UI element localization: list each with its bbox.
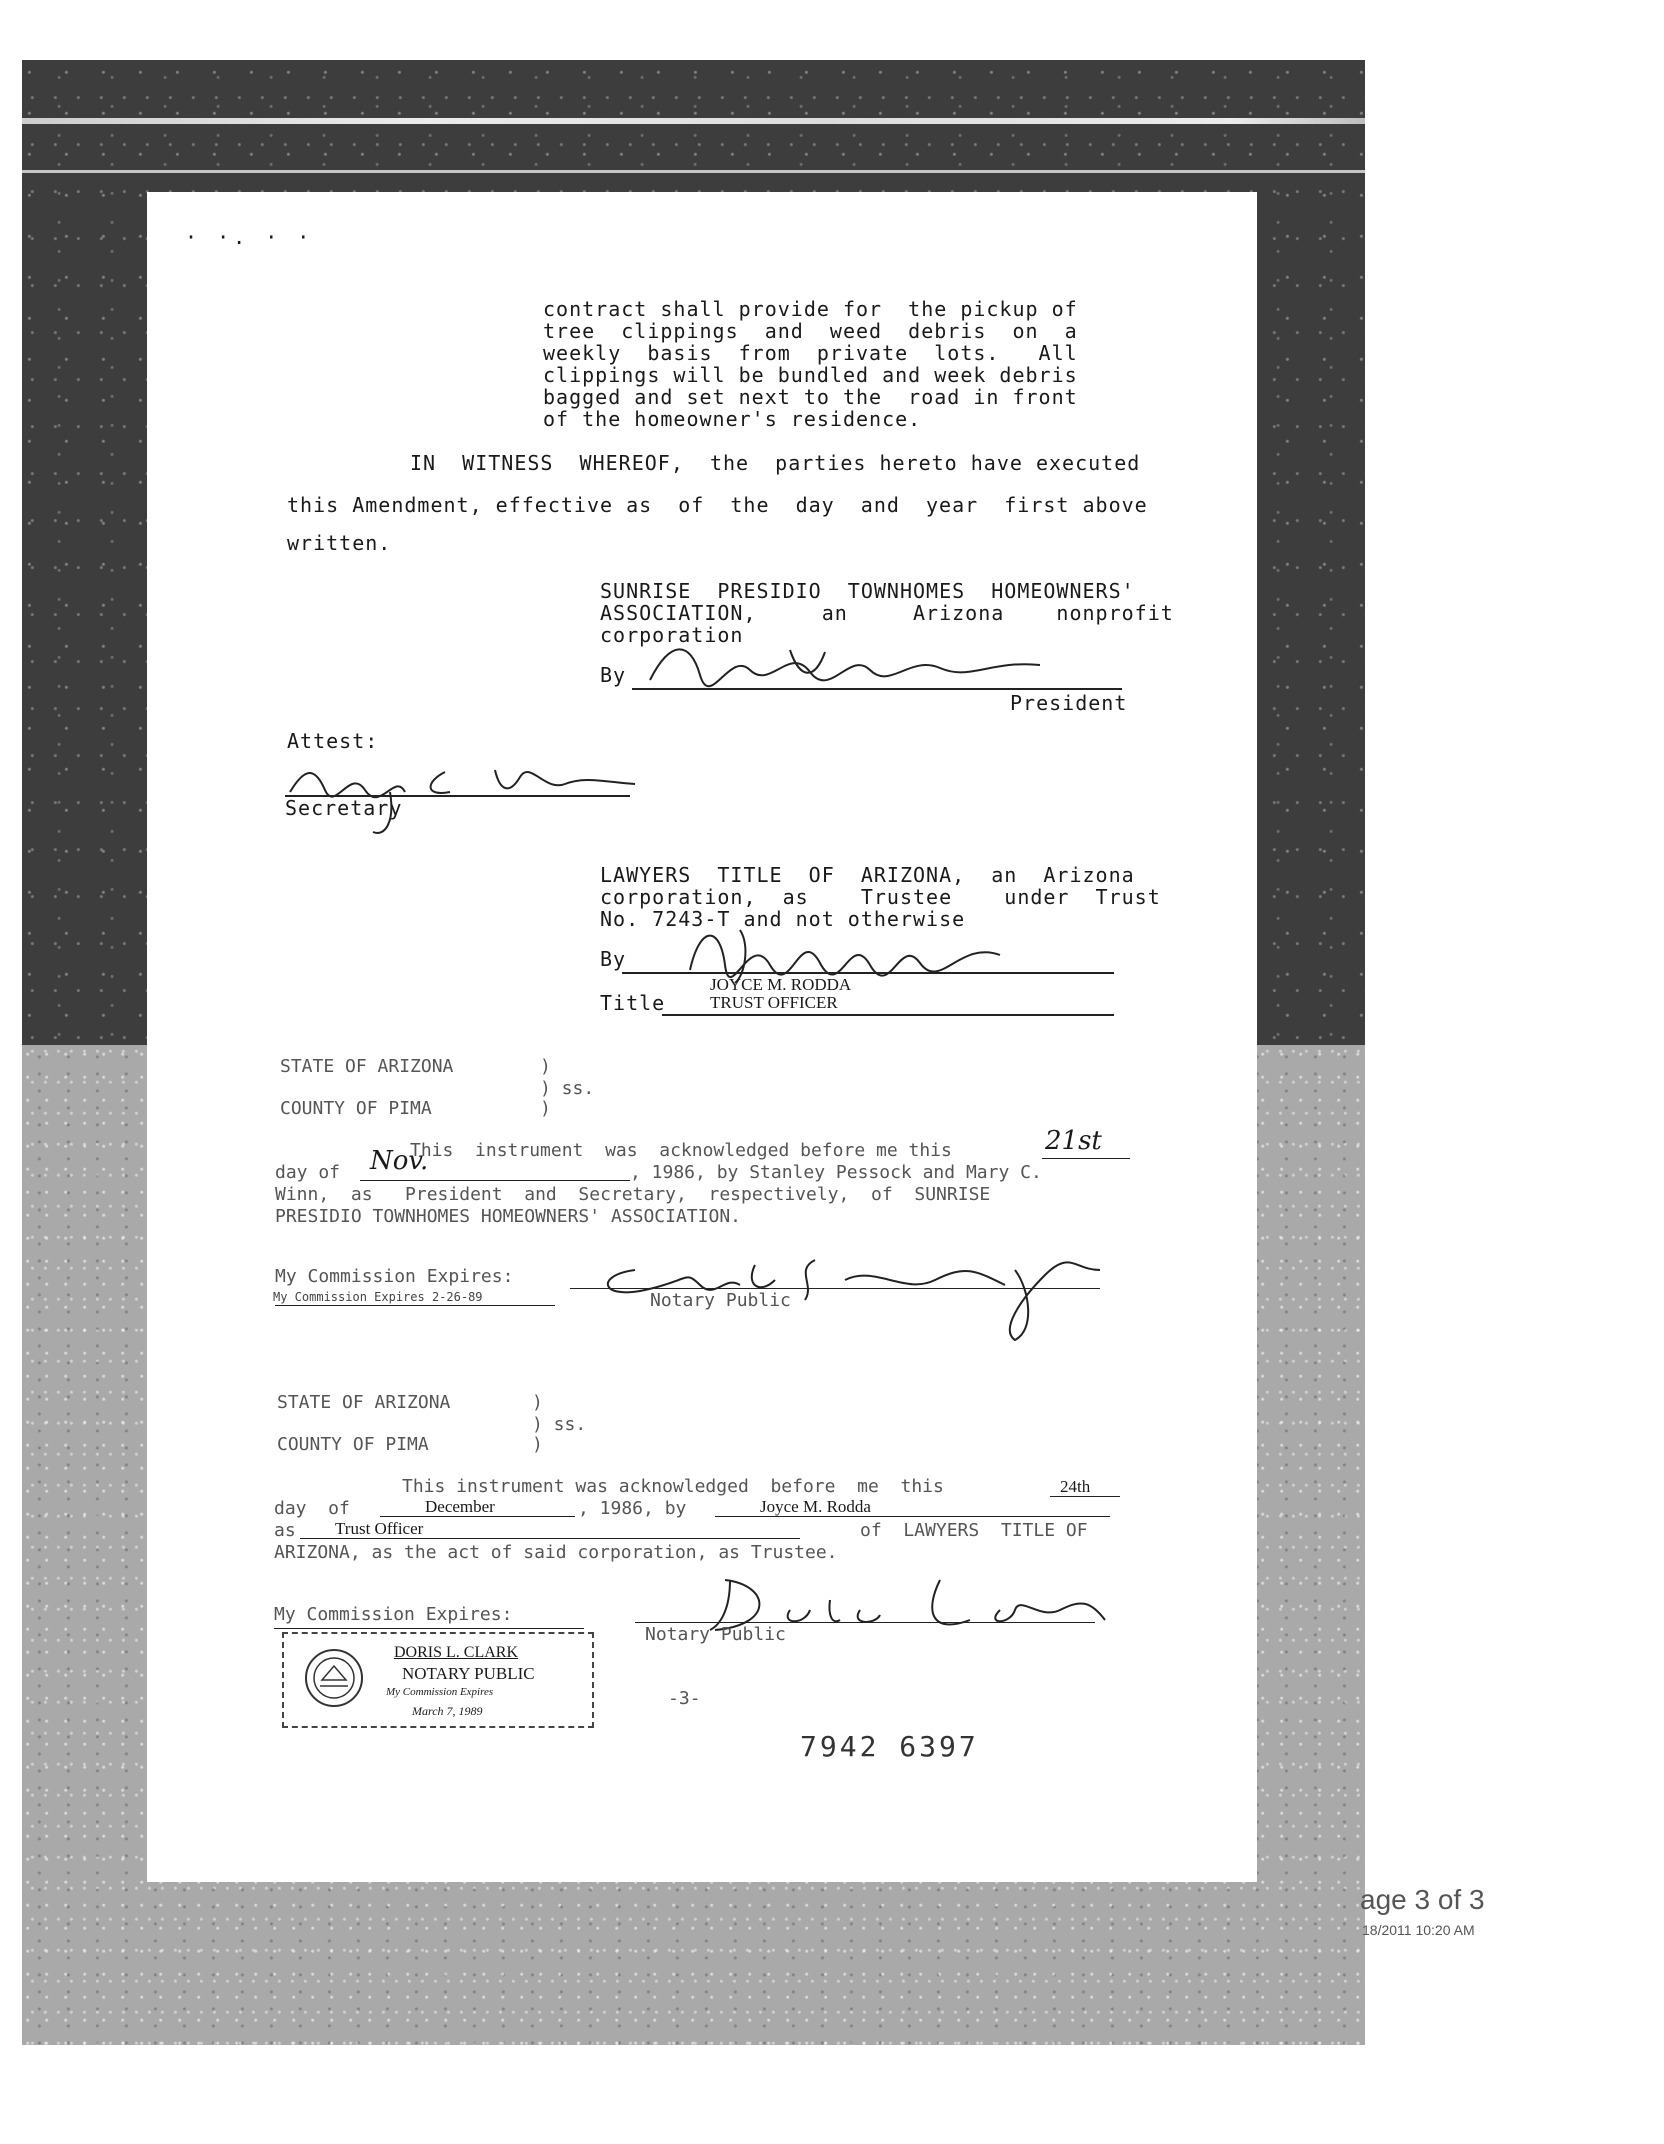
page-of-label: age 3 of 3 [1360,1884,1485,1915]
fill-line [380,1516,575,1517]
bracket: ) [540,1056,551,1077]
attest-label: Attest: [287,729,379,753]
notary-line [570,1288,1100,1289]
paragraph-line: bagged and set next to the road in front [543,385,1078,409]
bracket-ss: ) ss. [532,1414,587,1435]
witness-line: written. [287,531,392,555]
notary-label: Notary Public [650,1290,791,1311]
by-label: By [600,947,627,971]
fill-line [275,1305,555,1306]
ack-line: day of [275,1162,341,1183]
ack-line: , 1986, by [578,1498,687,1519]
scan-streak [22,170,1365,173]
lawyers-line: No. 7243-T and not otherwise [600,907,966,931]
commission-label: My Commission Expires: [275,1266,514,1287]
lawyers-line: LAWYERS TITLE OF ARIZONA, an Arizona [600,863,1135,887]
scan-streak [22,118,1365,124]
signature-line [622,972,1114,974]
ack-day-value: 24th [1060,1477,1091,1496]
ack-line: PRESIDIO TOWNHOMES HOMEOWNERS' ASSOCIATION. [275,1206,741,1227]
signature-line [632,688,1122,690]
state-seal-icon [302,1646,366,1710]
ack-line: as [274,1520,296,1541]
signature-line [662,1014,1114,1016]
bracket: ) [532,1392,543,1413]
ack-line: , 1986, by Stanley Pessock and Mary C. [630,1162,1042,1183]
by-label: By [600,663,627,687]
fill-line [1050,1496,1120,1497]
fill-line [1042,1158,1130,1159]
secretary-label: Secretary [285,796,403,820]
lawyers-line: corporation, as Trustee under Trust [600,885,1161,909]
seal-name: DORIS L. CLARK [394,1644,519,1661]
notary-line [635,1622,1095,1623]
ack-name-value: Joyce M. Rodda [760,1497,871,1516]
fill-line [300,1538,800,1539]
paragraph-line: of the homeowner's residence. [543,407,922,431]
fill-line [360,1180,630,1181]
scan-specks: · ·. · · [185,225,314,249]
paragraph-line: contract shall provide for the pickup of [543,297,1078,321]
recording-number: 7942 6397 [800,1730,979,1763]
commission-stamp: My Commission Expires 2-26-89 [273,1290,483,1304]
ack-line: of LAWYERS TITLE OF [860,1520,1088,1541]
county-label: COUNTY OF PIMA [277,1434,429,1455]
bracket-ss: ) ss. [540,1078,595,1099]
county-label: COUNTY OF PIMA [280,1098,432,1119]
witness-line: IN WITNESS WHEREOF, the parties hereto have executed [410,451,1141,475]
seal-title: NOTARY PUBLIC [402,1664,535,1683]
notary-label: Notary Public [645,1624,786,1645]
trust-officer-title: TRUST OFFICER [710,993,838,1012]
state-label: STATE OF ARIZONA [277,1392,451,1413]
president-label: President [1010,691,1128,715]
ack-line: ARIZONA, as the act of said corporation, as Trustee. [274,1542,838,1563]
ack-day-value: 21st [1045,1126,1102,1156]
witness-line: this Amendment, effective as of the day and year first above [287,493,1148,517]
title-label: Title [600,991,666,1015]
commission-label: My Commission Expires: [274,1604,513,1625]
trust-officer-name: JOYCE M. RODDA [710,975,852,994]
sunrise-line: corporation [600,623,744,647]
fill-line [715,1516,1110,1517]
paragraph-line: weekly basis from private lots. All [543,341,1078,365]
sunrise-line: ASSOCIATION, an Arizona nonprofit [600,601,1174,625]
fill-line [274,1628,584,1629]
president-signature [640,630,1060,690]
bracket: ) [540,1098,551,1119]
paragraph-line: clippings will be bundled and week debris [543,363,1078,387]
ack-line: Winn, as President and Secretary, respectively, of SUNRISE [275,1184,991,1205]
state-label: STATE OF ARIZONA [280,1056,454,1077]
seal-date: March 7, 1989 [412,1704,483,1718]
ack-title-value: Trust Officer [335,1519,424,1538]
notary-seal [282,1632,594,1728]
ack-line: This instrument was acknowledged before me this [402,1476,944,1497]
bracket: ) [532,1434,543,1455]
ack-line: This instrument was acknowledged before me this [410,1140,952,1161]
ack-month-value: December [425,1497,495,1516]
ack-line: day of [274,1498,350,1519]
seal-expires: My Commission Expires [386,1686,494,1698]
ack-month-value: Nov. [370,1146,429,1176]
sunrise-line: SUNRISE PRESIDIO TOWNHOMES HOMEOWNERS' [600,579,1135,603]
print-timestamp: 18/2011 10:20 AM [1362,1922,1475,1938]
page-number: -3- [668,1688,701,1709]
paragraph-line: tree clippings and weed debris on a [543,319,1078,343]
